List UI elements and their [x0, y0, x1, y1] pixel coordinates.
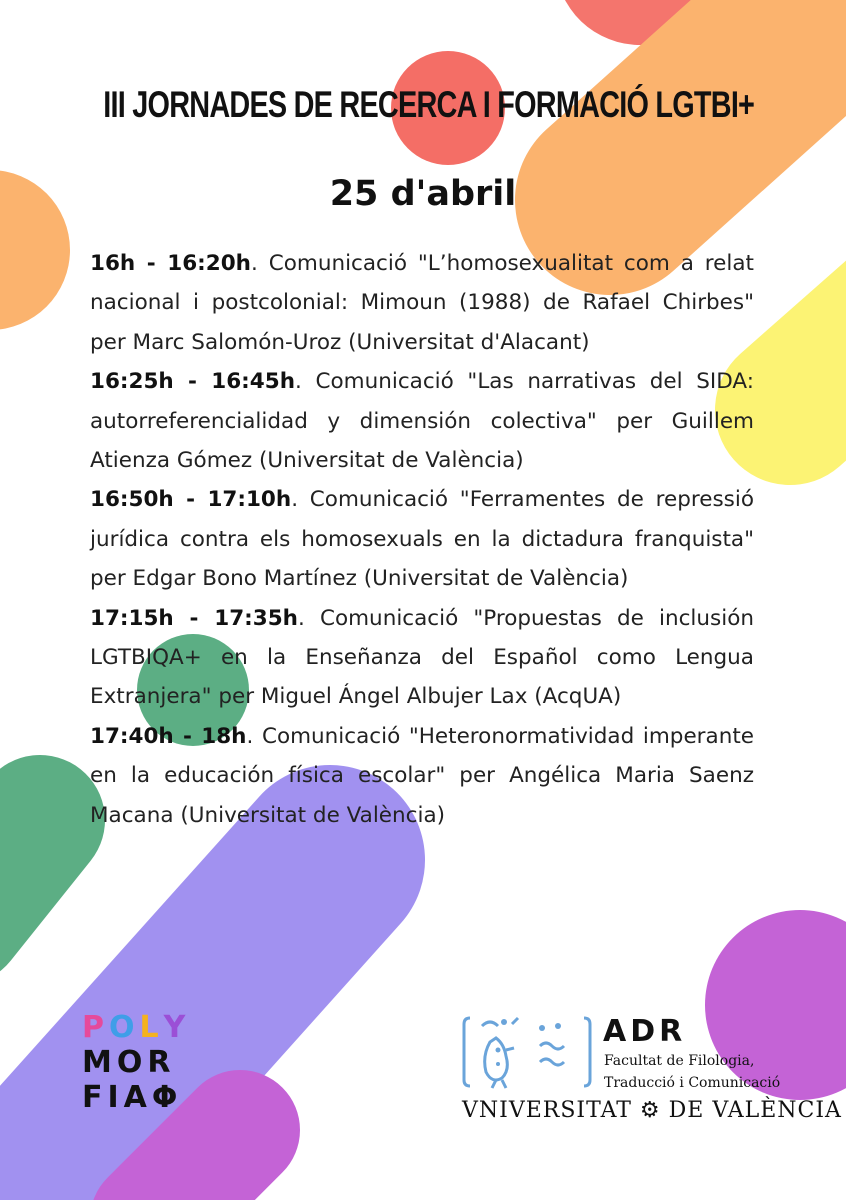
university-name: VNIVERSITAT ⚙ DE VALÈNCIA	[462, 1098, 842, 1123]
adr-bird-icon	[462, 1012, 592, 1092]
adr-faculty-line-2: Traducció i Comunicació	[604, 1075, 781, 1091]
session-description: . Comunicació "Propuestas de inclusión LGTBIQA+ en la Enseñanza del Español como Lengua Extranjera" per Miguel Ángel Albujer Lax (AcqUA)	[90, 605, 754, 710]
session-time: 17:40h - 18h	[90, 723, 247, 749]
logo-letter: Y	[163, 1010, 191, 1045]
logo-letter: P	[82, 1010, 109, 1045]
green-band-shape	[0, 820, 40, 920]
session-item	[90, 480, 754, 598]
polymorfia-row-2: MOR	[82, 1045, 176, 1080]
event-title: III JORNADES DE RECERCA I FORMACIÓ LGTBI+	[103, 84, 755, 125]
session-description: . Comunicació "Heteronormatividad imperante en la educación física escolar" per Angélica Maria Saenz Macana (Universitat de València)	[90, 723, 754, 828]
session-time: 16h - 16:20h	[90, 251, 251, 276]
logo-letter: O	[109, 1010, 140, 1045]
adr-acronym: ADR	[603, 1014, 687, 1049]
phi-symbol-icon: Φ	[151, 1080, 183, 1115]
event-date: 25 d'abril	[329, 174, 517, 214]
session-time: 16:50h - 17:10h	[90, 487, 292, 513]
session-description: . Comunicació "Ferramentes de repressió jurídica contra els homosexuals en la dictadura franquista" per Edgar Bono Martínez (Universitat de València)	[90, 487, 754, 592]
session-item	[90, 244, 754, 362]
session-description: . Comunicació "L’homosexualitat com a relat nacional i postcolonial: Mimoun (1988) de Rafael Chirbes" per Marc Salomón-Uroz (Universitat d'Alacant)	[90, 251, 754, 355]
session-item	[90, 717, 754, 835]
magenta-circle-shape	[705, 910, 846, 1100]
session-item	[90, 362, 754, 480]
magenta-band-shape	[150, 1130, 240, 1200]
polymorfia-row-3	[82, 1080, 190, 1115]
polymorfia-logo	[82, 1010, 190, 1115]
session-time: 16:25h - 16:45h	[90, 369, 296, 395]
session-description: . Comunicació "Las narrativas del SIDA: autorreferencialidad y dimensión colectiva" per Guillem Atienza Gómez (Universitat de València)	[90, 369, 754, 474]
session-item	[90, 599, 754, 717]
adr-faculty-line-1: Facultat de Filologia,	[604, 1053, 755, 1069]
session-time: 17:15h - 17:35h	[90, 605, 298, 631]
yellow-band-shape	[790, 260, 846, 410]
polymorfia-row-1	[82, 1010, 190, 1045]
program-list	[90, 244, 754, 835]
polymorfia-row-3-text: FIA	[82, 1080, 152, 1115]
logo-letter: L	[139, 1010, 164, 1045]
